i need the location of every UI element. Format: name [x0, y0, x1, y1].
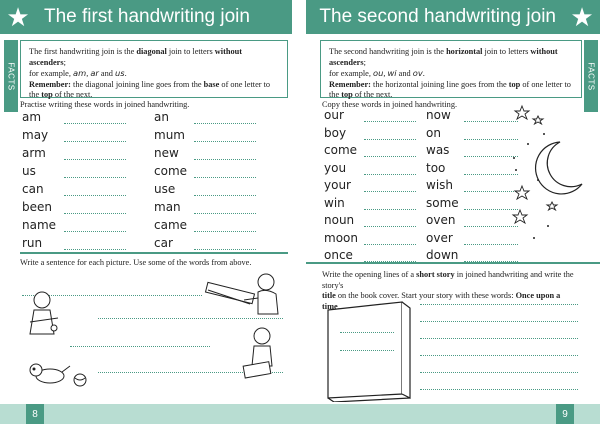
- practice-word: over: [426, 230, 453, 245]
- left-facts-tab: [4, 40, 18, 112]
- writing-line[interactable]: [364, 244, 416, 245]
- writing-line[interactable]: [194, 231, 256, 232]
- writing-line[interactable]: [194, 249, 256, 250]
- right-facts-tab: [584, 40, 598, 112]
- star-icon: ★: [570, 1, 594, 32]
- facts-label: FACTS: [586, 61, 596, 91]
- practice-word: can: [22, 182, 44, 196]
- practice-word: car: [154, 236, 173, 250]
- writing-line[interactable]: [64, 213, 126, 214]
- copy-instruction: Copy these words in joined handwriting.: [322, 100, 458, 109]
- writing-line[interactable]: [64, 231, 126, 232]
- writing-line[interactable]: [364, 156, 416, 157]
- footer-bar: [0, 404, 600, 424]
- left-title-banner: [0, 0, 292, 34]
- writing-line[interactable]: [364, 121, 416, 122]
- writing-line[interactable]: [64, 159, 126, 160]
- practice-word: an: [154, 110, 169, 124]
- story-line[interactable]: [420, 355, 578, 356]
- right-facts-box: The second handwriting join is the horizontal join to letters without ascenders; for example, ou, wi and ov. Remember: the horizontal joining line goes from the top of one letter to the top of the next.: [320, 40, 582, 98]
- right-page-number: 9: [556, 404, 574, 424]
- left-facts-box: The first handwriting join is the diagonal join to letters without ascenders; for example, am, ar and us. Remember: the diagonal joining line goes from the base of one letter to the top of the next.: [20, 40, 288, 98]
- writing-line[interactable]: [194, 213, 256, 214]
- practice-word: moon: [324, 230, 358, 245]
- practice-word: you: [324, 160, 347, 175]
- practice-word: oven: [426, 213, 456, 227]
- story-line[interactable]: [420, 389, 578, 390]
- practice-word: down: [426, 248, 459, 262]
- facts-label: FACTS: [6, 61, 16, 91]
- right-divider: [306, 262, 600, 264]
- practice-word: your: [324, 178, 351, 192]
- practice-word: too: [426, 160, 446, 175]
- sentence-line[interactable]: [70, 346, 210, 347]
- story-line[interactable]: [420, 338, 578, 339]
- writing-line[interactable]: [64, 177, 126, 178]
- writing-line[interactable]: [364, 191, 416, 192]
- left-page-number: 8: [26, 404, 44, 424]
- practice-word: our: [324, 108, 344, 122]
- story-instruction: Write the opening lines of a short story in joined handwriting and write the story's title on the book cover. Start your story with these words: Once upon a time…: [322, 270, 574, 311]
- practise-instruction: Practise writing these words in joined handwriting.: [20, 100, 190, 109]
- practice-word: mum: [154, 128, 185, 142]
- practice-word: come: [154, 164, 188, 178]
- writing-line[interactable]: [64, 123, 126, 124]
- practice-word: some: [426, 195, 459, 210]
- girl-knitting-illustration: [24, 290, 64, 338]
- star-icon: ★: [6, 1, 30, 32]
- practice-word: boy: [324, 125, 347, 140]
- writing-line[interactable]: [194, 141, 256, 142]
- writing-line[interactable]: [194, 177, 256, 178]
- practice-word: run: [22, 236, 43, 250]
- writing-line[interactable]: [194, 123, 256, 124]
- practice-word: may: [22, 128, 49, 142]
- practice-word: on: [426, 125, 441, 140]
- writing-line[interactable]: [194, 195, 256, 196]
- practice-word: win: [324, 195, 345, 210]
- sentence-instruction: Write a sentence for each picture. Use some of the words from above.: [20, 258, 252, 267]
- story-line[interactable]: [420, 304, 578, 305]
- writing-line[interactable]: [364, 139, 416, 140]
- right-title-banner: [306, 0, 600, 34]
- practice-word: was: [426, 143, 450, 157]
- left-page-title: The first handwriting join: [44, 6, 250, 27]
- practice-word: name: [22, 218, 57, 232]
- practice-word: new: [154, 146, 179, 160]
- practice-word: once: [324, 248, 353, 262]
- writing-line[interactable]: [364, 209, 416, 210]
- left-divider: [20, 252, 288, 254]
- practice-word: now: [426, 108, 451, 122]
- writing-line[interactable]: [194, 159, 256, 160]
- girl-drawing-illustration: [236, 326, 288, 380]
- ball-illustration: [72, 372, 88, 388]
- moon-stars-illustration: [508, 104, 592, 254]
- practice-word: been: [22, 200, 52, 214]
- practice-word: noun: [324, 213, 355, 227]
- story-line[interactable]: [420, 321, 578, 322]
- practice-word: am: [22, 110, 42, 124]
- practice-word: wish: [426, 178, 454, 192]
- writing-line[interactable]: [364, 226, 416, 227]
- right-page-title: The second handwriting join: [319, 6, 556, 27]
- writing-line[interactable]: [64, 249, 126, 250]
- practice-word: us: [22, 164, 36, 178]
- story-line[interactable]: [420, 372, 578, 373]
- writing-line[interactable]: [364, 174, 416, 175]
- practice-word: arm: [22, 146, 46, 160]
- practice-word: came: [154, 218, 188, 232]
- boy-laptop-illustration: [200, 270, 290, 320]
- practice-word: come: [324, 143, 358, 157]
- writing-line[interactable]: [64, 195, 126, 196]
- practice-word: use: [154, 182, 176, 196]
- writing-line[interactable]: [64, 141, 126, 142]
- book-title-line[interactable]: [340, 350, 394, 351]
- book-title-line[interactable]: [340, 332, 394, 333]
- practice-word: man: [154, 200, 181, 214]
